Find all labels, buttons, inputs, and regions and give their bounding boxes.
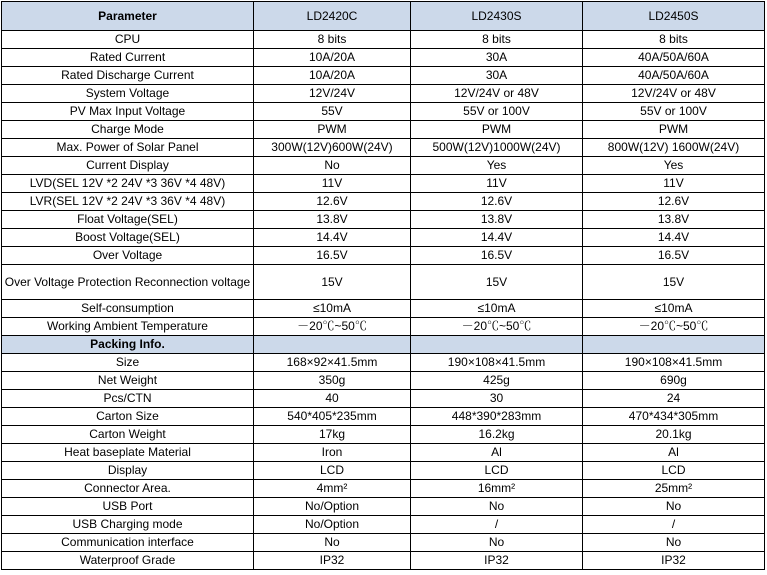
row-value-ld2450s: 12V/24V or 48V <box>583 85 765 103</box>
spec-row <box>2 247 765 265</box>
row-value-ld2420c: 12.6V <box>254 193 411 211</box>
row-label-over-voltage: Over Voltage <box>2 247 254 265</box>
row-label-usb-port: USB Port <box>2 498 254 516</box>
row-label-communication-interface: Communication interface <box>2 534 254 552</box>
row-value-ld2420c: 540*405*235mm <box>254 408 411 426</box>
packing-section-blank <box>411 336 583 354</box>
row-value-ld2430s: No <box>411 534 583 552</box>
row-value-ld2420c: 15V <box>254 265 411 300</box>
packing-row <box>2 372 765 390</box>
row-value-ld2430s: 30A <box>411 49 583 67</box>
row-value-ld2420c: 40 <box>254 390 411 408</box>
row-label-float-voltage-sel: Float Voltage(SEL) <box>2 211 254 229</box>
row-value-ld2420c: 16.5V <box>254 247 411 265</box>
row-value-ld2430s: Al <box>411 444 583 462</box>
row-value-ld2430s: 13.8V <box>411 211 583 229</box>
row-value-ld2420c: No/Option <box>254 498 411 516</box>
row-label-boost-voltage-sel: Boost Voltage(SEL) <box>2 229 254 247</box>
row-value-ld2420c: Iron <box>254 444 411 462</box>
row-label-connector-area: Connector Area. <box>2 480 254 498</box>
row-value-ld2450s: IP32 <box>583 552 765 570</box>
row-label-carton-size: Carton Size <box>2 408 254 426</box>
row-label-usb-charging-mode: USB Charging mode <box>2 516 254 534</box>
row-value-ld2430s: 8 bits <box>411 31 583 49</box>
row-value-ld2420c: 10A/20A <box>254 49 411 67</box>
row-value-ld2430s: 16.2kg <box>411 426 583 444</box>
row-value-ld2430s: PWM <box>411 121 583 139</box>
spec-row <box>2 300 765 318</box>
row-value-ld2430s: 12.6V <box>411 193 583 211</box>
row-value-ld2450s: 8 bits <box>583 31 765 49</box>
row-value-ld2430s: －20℃~50℃ <box>411 318 583 336</box>
row-value-ld2420c: 12V/24V <box>254 85 411 103</box>
row-value-ld2450s: ≤10mA <box>583 300 765 318</box>
spec-table <box>1 1 765 570</box>
row-value-ld2450s: No <box>583 534 765 552</box>
row-value-ld2450s: 190×108×41.5mm <box>583 354 765 372</box>
row-label-rated-discharge-current: Rated Discharge Current <box>2 67 254 85</box>
row-value-ld2430s: 425g <box>411 372 583 390</box>
row-value-ld2450s: 24 <box>583 390 765 408</box>
row-value-ld2450s: 40A/50A/60A <box>583 67 765 85</box>
row-value-ld2420c: 14.4V <box>254 229 411 247</box>
row-label-carton-weight: Carton Weight <box>2 426 254 444</box>
packing-row <box>2 408 765 426</box>
row-value-ld2420c: 4mm² <box>254 480 411 498</box>
row-value-ld2450s: 470*434*305mm <box>583 408 765 426</box>
row-value-ld2430s: IP32 <box>411 552 583 570</box>
header-parameter: Parameter <box>2 2 254 31</box>
row-value-ld2430s: LCD <box>411 462 583 480</box>
row-value-ld2420c: 17kg <box>254 426 411 444</box>
row-value-ld2450s: 55V or 100V <box>583 103 765 121</box>
row-value-ld2430s: Yes <box>411 157 583 175</box>
packing-section-title: Packing Info. <box>2 336 254 354</box>
row-value-ld2420c: 8 bits <box>254 31 411 49</box>
packing-section-blank <box>254 336 411 354</box>
row-value-ld2420c: IP32 <box>254 552 411 570</box>
header-model-ld2430s: LD2430S <box>411 2 583 31</box>
row-value-ld2430s: 30 <box>411 390 583 408</box>
row-value-ld2430s: 15V <box>411 265 583 300</box>
spec-row <box>2 157 765 175</box>
row-value-ld2420c: PWM <box>254 121 411 139</box>
row-label-waterproof-grade: Waterproof Grade <box>2 552 254 570</box>
row-value-ld2430s: 14.4V <box>411 229 583 247</box>
row-label-pv-max-input-voltage: PV Max Input Voltage <box>2 103 254 121</box>
row-value-ld2430s: 11V <box>411 175 583 193</box>
row-label-over-voltage-protection-reconnection-voltage: Over Voltage Protection Reconnection voltage <box>2 265 254 300</box>
row-value-ld2430s: No <box>411 498 583 516</box>
row-value-ld2450s: 13.8V <box>583 211 765 229</box>
row-value-ld2450s: Yes <box>583 157 765 175</box>
row-value-ld2450s: 40A/50A/60A <box>583 49 765 67</box>
row-value-ld2450s: 690g <box>583 372 765 390</box>
packing-row <box>2 462 765 480</box>
row-label-lvd-sel-12v-2-24v-3-36v-4-48v: LVD(SEL 12V *2 24V *3 36V *4 48V) <box>2 175 254 193</box>
packing-row <box>2 354 765 372</box>
row-value-ld2450s: / <box>583 516 765 534</box>
spec-row <box>2 265 765 300</box>
row-label-heat-baseplate-material: Heat baseplate Material <box>2 444 254 462</box>
row-value-ld2450s: LCD <box>583 462 765 480</box>
row-value-ld2450s: 20.1kg <box>583 426 765 444</box>
spec-row <box>2 67 765 85</box>
row-value-ld2420c: LCD <box>254 462 411 480</box>
spec-row <box>2 103 765 121</box>
row-value-ld2430s: 16mm² <box>411 480 583 498</box>
row-label-charge-mode: Charge Mode <box>2 121 254 139</box>
row-value-ld2450s: PWM <box>583 121 765 139</box>
row-value-ld2430s: 30A <box>411 67 583 85</box>
spec-row <box>2 85 765 103</box>
row-value-ld2420c: 10A/20A <box>254 67 411 85</box>
row-value-ld2420c: No <box>254 534 411 552</box>
row-value-ld2430s: 55V or 100V <box>411 103 583 121</box>
row-value-ld2450s: 14.4V <box>583 229 765 247</box>
packing-row <box>2 390 765 408</box>
row-value-ld2450s: 800W(12V) 1600W(24V) <box>583 139 765 157</box>
row-value-ld2420c: No <box>254 157 411 175</box>
row-label-rated-current: Rated Current <box>2 49 254 67</box>
row-label-display: Display <box>2 462 254 480</box>
row-label-lvr-sel-12v-2-24v-3-36v-4-48v: LVR(SEL 12V *2 24V *3 36V *4 48V) <box>2 193 254 211</box>
row-value-ld2450s: 16.5V <box>583 247 765 265</box>
row-label-cpu: CPU <box>2 31 254 49</box>
spec-row <box>2 318 765 336</box>
row-value-ld2450s: －20℃~50℃ <box>583 318 765 336</box>
row-value-ld2420c: 300W(12V)600W(24V) <box>254 139 411 157</box>
row-label-size: Size <box>2 354 254 372</box>
row-value-ld2420c: 11V <box>254 175 411 193</box>
packing-section-row <box>2 336 765 354</box>
row-value-ld2420c: 13.8V <box>254 211 411 229</box>
row-value-ld2450s: 25mm² <box>583 480 765 498</box>
row-value-ld2430s: 500W(12V)1000W(24V) <box>411 139 583 157</box>
header-model-ld2450s: LD2450S <box>583 2 765 31</box>
row-value-ld2430s: 16.5V <box>411 247 583 265</box>
row-value-ld2450s: 12.6V <box>583 193 765 211</box>
row-value-ld2450s: Al <box>583 444 765 462</box>
row-label-max-power-of-solar-panel: Max. Power of Solar Panel <box>2 139 254 157</box>
spec-table-body <box>2 2 765 570</box>
row-value-ld2420c: No/Option <box>254 516 411 534</box>
spec-row <box>2 139 765 157</box>
packing-row <box>2 552 765 570</box>
spec-row <box>2 31 765 49</box>
row-value-ld2420c: 350g <box>254 372 411 390</box>
row-value-ld2430s: 12V/24V or 48V <box>411 85 583 103</box>
packing-row <box>2 534 765 552</box>
row-value-ld2430s: / <box>411 516 583 534</box>
row-value-ld2450s: No <box>583 498 765 516</box>
spec-row <box>2 229 765 247</box>
packing-section-blank <box>583 336 765 354</box>
row-value-ld2420c: －20℃~50℃ <box>254 318 411 336</box>
packing-row <box>2 426 765 444</box>
packing-row <box>2 480 765 498</box>
row-label-working-ambient-temperature: Working Ambient Temperature <box>2 318 254 336</box>
row-label-system-voltage: System Voltage <box>2 85 254 103</box>
row-label-pcs-ctn: Pcs/CTN <box>2 390 254 408</box>
row-value-ld2430s: 448*390*283mm <box>411 408 583 426</box>
header-model-ld2420c: LD2420C <box>254 2 411 31</box>
spec-row <box>2 121 765 139</box>
spec-row <box>2 175 765 193</box>
packing-row <box>2 498 765 516</box>
row-value-ld2420c: 55V <box>254 103 411 121</box>
row-label-current-display: Current Display <box>2 157 254 175</box>
row-value-ld2420c: ≤10mA <box>254 300 411 318</box>
header-row <box>2 2 765 31</box>
row-value-ld2450s: 15V <box>583 265 765 300</box>
spec-row <box>2 193 765 211</box>
packing-row <box>2 516 765 534</box>
row-value-ld2430s: 190×108×41.5mm <box>411 354 583 372</box>
packing-row <box>2 444 765 462</box>
row-value-ld2420c: 168×92×41.5mm <box>254 354 411 372</box>
spec-row <box>2 49 765 67</box>
row-label-self-consumption: Self-consumption <box>2 300 254 318</box>
row-value-ld2430s: ≤10mA <box>411 300 583 318</box>
row-label-net-weight: Net Weight <box>2 372 254 390</box>
spec-row <box>2 211 765 229</box>
row-value-ld2450s: 11V <box>583 175 765 193</box>
